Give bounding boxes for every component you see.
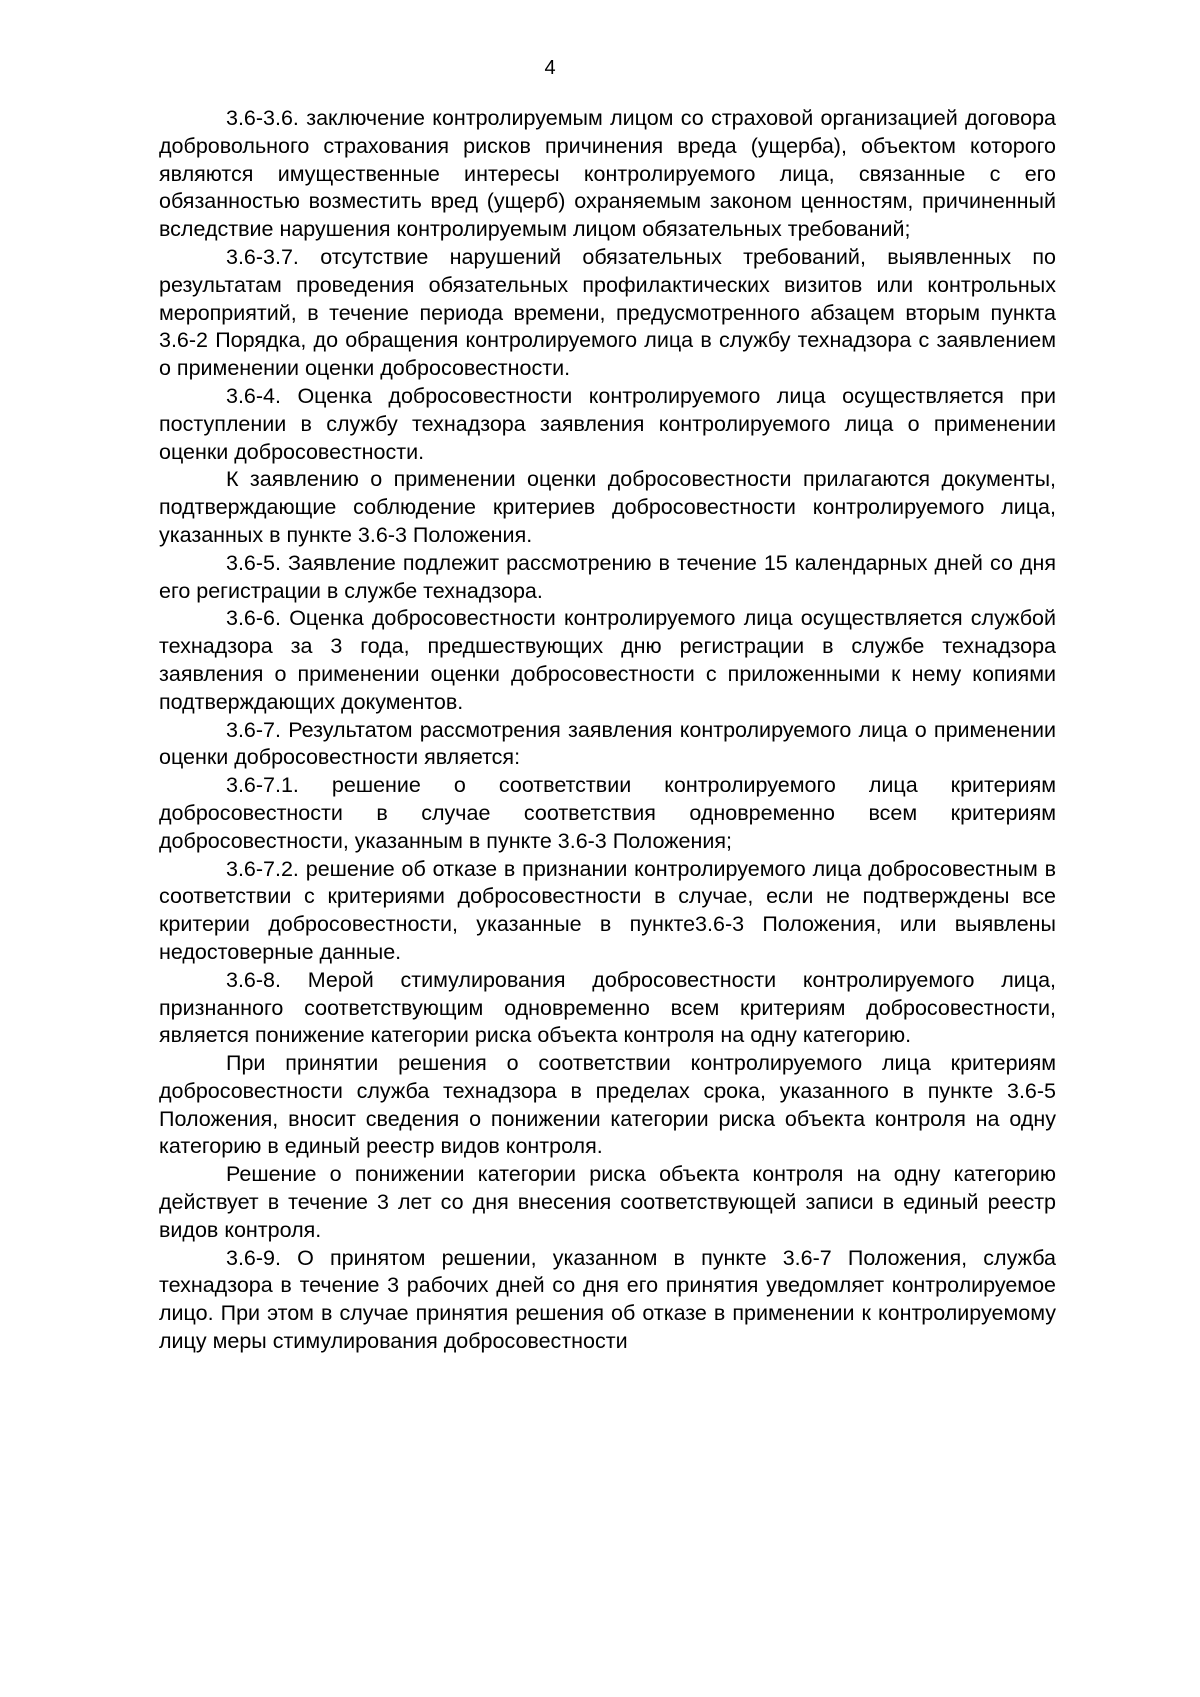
paragraph-3-6-7: 3.6-7. Результатом рассмотрения заявления контролируемого лица о применении оценки добросовестности является: (159, 717, 1056, 770)
document-body (159, 105, 1056, 1356)
paragraph-decision-registry: При принятии решения о соответствии контролируемого лица критериям добросовестности служба технадзора в пределах срока, указанного в пункте 3.6-5 Положения, вносит сведения о понижении категории риска объекта контроля на одну категорию в единый реестр видов контроля. (159, 1051, 1056, 1159)
paragraph-3-6-8: 3.6-8. Мерой стимулирования добросовестности контролируемого лица, признанного соответствующим одновременно всем критериям добросовестности, является понижение категории риска объекта контроля на одну категорию. (159, 967, 1056, 1048)
paragraph-3-6-7-1: 3.6-7.1. решение о соответствии контролируемого лица критериям добросовестности в случае соответствия одновременно всем критериям добросовестности, указанным в пункте 3.6-3 Положения; (159, 773, 1056, 853)
paragraph-3-6-7-2: 3.6-7.2. решение об отказе в признании контролируемого лица добросовестным в соответствии с критериями добросовестности в случае, если не подтверждены все критерии добросовестности, указанные в пункте3.6-3 Положения, или выявлены недостоверные данные. (159, 856, 1056, 964)
paragraph-3-6-5: 3.6-5. Заявление подлежит рассмотрению в течение 15 календарных дней со дня его регистрации в службе технадзора. (159, 550, 1056, 603)
paragraph-decision-validity: Решение о понижении категории риска объекта контроля на одну категорию действует в течение 3 лет со дня внесения соответствующей записи в единый реестр видов контроля. (159, 1162, 1056, 1242)
paragraph-3-6-9: 3.6-9. О принятом решении, указанном в пункте 3.6-7 Положения, служба технадзора в течение 3 рабочих дней со дня его принятия уведомляет контролируемое лицо. При этом в случае принятия решения об отказе в применении к контролируемому лицу меры стимулирования добросовестности (159, 1245, 1056, 1354)
page-number: 4 (544, 57, 556, 79)
paragraph-application-documents: К заявлению о применении оценки добросовестности прилагаются документы, подтверждающие соблюдение критериев добросовестности контролируемого лица, указанных в пункте 3.6-3 Положения. (159, 467, 1056, 547)
paragraph-3-6-3-7: 3.6-3.7. отсутствие нарушений обязательных требований, выявленных по результатам проведения обязательных профилактических визитов или контрольных мероприятий, в течение периода времени, предусмотренного абзацем вторым пункта 3.6-2 Порядка, до обращения контролируемого лица в службу технадзора с заявлением о применении оценки добросовестности. (159, 244, 1056, 381)
paragraph-3-6-6: 3.6-6. Оценка добросовестности контролируемого лица осуществляется службой технадзора за 3 года, предшествующих дню регистрации в службе технадзора заявления о применении оценки добросовестности с приложенными к нему копиями подтверждающих документов. (159, 606, 1056, 714)
paragraph-3-6-4: 3.6-4. Оценка добросовестности контролируемого лица осуществляется при поступлении в службу технадзора заявления контролируемого лица о применении оценки добросовестности. (159, 383, 1056, 464)
paragraph-3-6-3-6: 3.6-3.6. заключение контролируемым лицом со страховой организацией договора добровольного страхования рисков причинения вреда (ущерба), объектом которого являются имущественные интересы контролируемого лица, связанные с его обязанностью возместить вред (ущерб) охраняемым законом ценностям, причиненный вследствие нарушения контролируемым лицом обязательных требований; (159, 106, 1056, 242)
